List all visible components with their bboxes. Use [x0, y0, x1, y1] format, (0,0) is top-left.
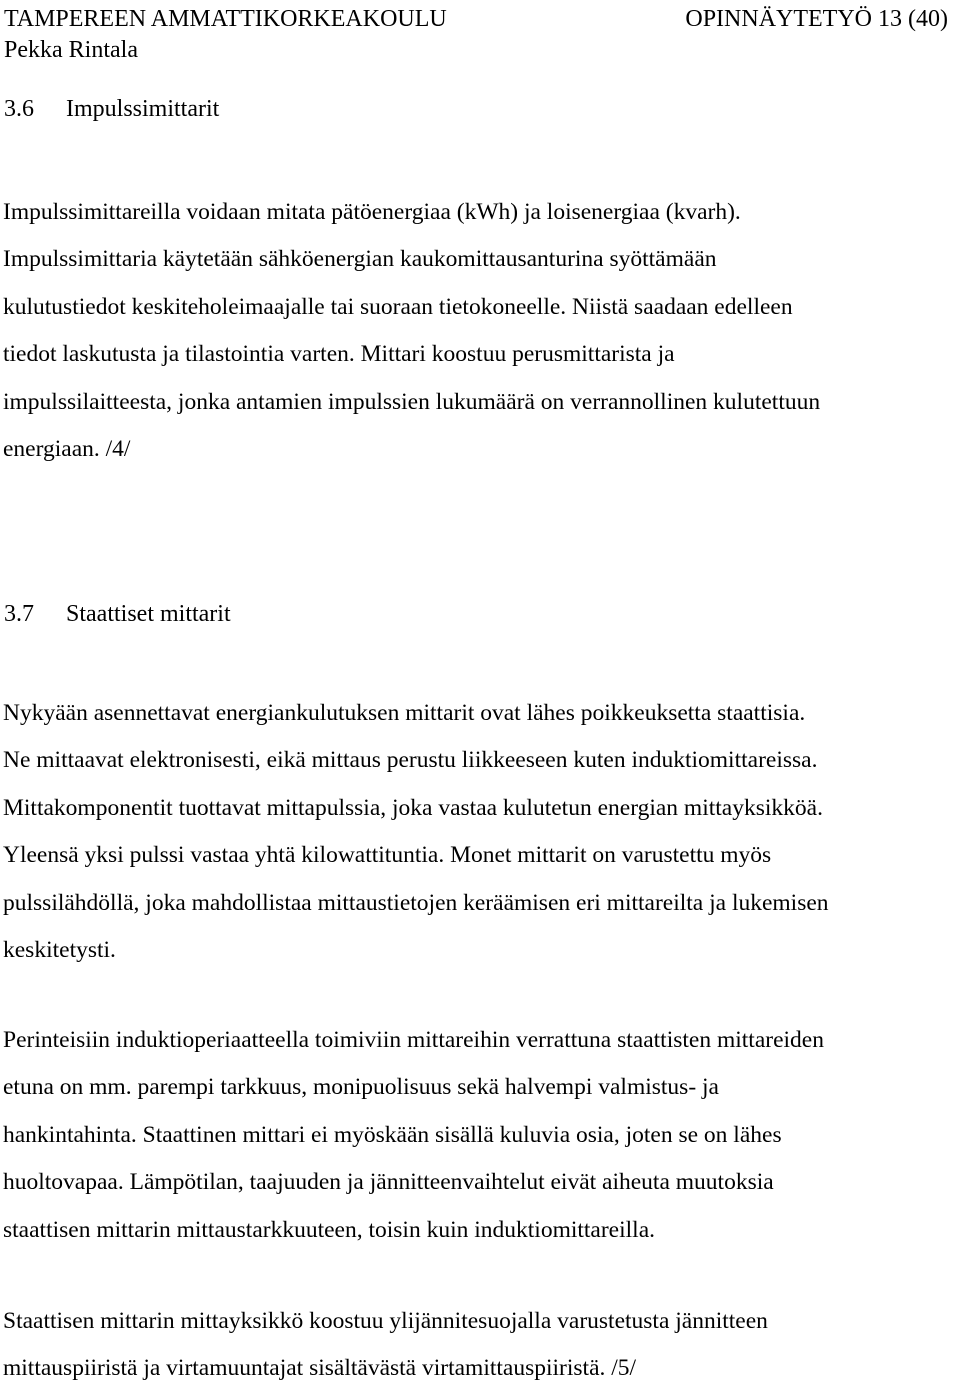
- text-line: tiedot laskutusta ja tilastointia varten. Mittari koostuu perusmittarista ja: [3, 341, 675, 368]
- text-line: energiaan. /4/: [3, 436, 131, 463]
- document-type-page-number: OPINNÄYTETYÖ 13 (40): [685, 6, 948, 32]
- paragraph: [3, 690, 955, 974]
- section-number: 3.6: [4, 96, 34, 122]
- section-number: 3.7: [4, 601, 34, 627]
- text-line: impulssilaitteesta, jonka antamien impulssien lukumäärä on verrannollinen kulutettuun: [3, 388, 821, 415]
- institution-name: TAMPEREEN AMMATTIKORKEAKOULU: [4, 6, 447, 32]
- section-title: Staattiset mittarit: [66, 601, 231, 627]
- paragraph: [3, 189, 955, 473]
- text-line: huoltovapaa. Lämpötilan, taajuuden ja jännitteenvaihtelut eivät aiheuta muutoksia: [3, 1169, 774, 1196]
- text-line: keskitetysti.: [3, 937, 116, 964]
- section-heading-3-7: [4, 598, 231, 630]
- text-line: hankintahinta. Staattinen mittari ei myöskään sisällä kuluvia osia, joten se on lähes: [3, 1121, 782, 1148]
- page-header: [4, 3, 948, 35]
- text-line: Staattisen mittarin mittayksikkö koostuu ylijännitesuojalla varustetusta jännitteen: [3, 1308, 768, 1334]
- text-line: Perinteisiin induktioperiaatteella toimiviin mittareihin verrattuna staattisten mittareiden: [3, 1027, 824, 1053]
- text-line: Impulssimittaria käytetään sähköenergian kaukomittausanturina syöttämään: [3, 246, 717, 273]
- text-line: Mittakomponentit tuottavat mittapulssia, joka vastaa kulutetun energian mittayksikköä.: [3, 794, 823, 821]
- text-line: kulutustiedot keskiteholeimaajalle tai suoraan tietokoneelle. Niistä saadaan edelleen: [3, 293, 793, 320]
- text-line: Impulssimittareilla voidaan mitata pätöenergiaa (kWh) ja loisenergiaa (kvarh).: [3, 199, 741, 225]
- paragraph: [3, 1298, 955, 1393]
- text-line: staattisen mittarin mittaustarkkuuteen, toisin kuin induktiomittareilla.: [3, 1216, 656, 1243]
- text-line: etuna on mm. parempi tarkkuus, monipuolisuus sekä halvempi valmistus- ja: [3, 1074, 719, 1101]
- text-line: Nykyään asennettavat energiankulutuksen mittarit ovat lähes poikkeuksetta staattisia.: [3, 700, 806, 726]
- paragraph: [3, 1017, 955, 1254]
- text-line: Ne mittaavat elektronisesti, eikä mittaus perustu liikkeeseen kuten induktiomittareissa.: [3, 747, 818, 774]
- section-title: Impulssimittarit: [66, 96, 220, 122]
- text-line: Yleensä yksi pulssi vastaa yhtä kilowattituntia. Monet mittarit on varustettu myös: [3, 842, 772, 869]
- text-line: mittauspiiristä ja virtamuuntajat sisältävästä virtamittauspiiristä. /5/: [3, 1355, 637, 1382]
- section-heading-3-6: [4, 93, 219, 125]
- author-name: Pekka Rintala: [4, 37, 138, 63]
- text-line: pulssilähdöllä, joka mahdollistaa mittaustietojen keräämisen eri mittareilta ja lukemisen: [3, 889, 829, 916]
